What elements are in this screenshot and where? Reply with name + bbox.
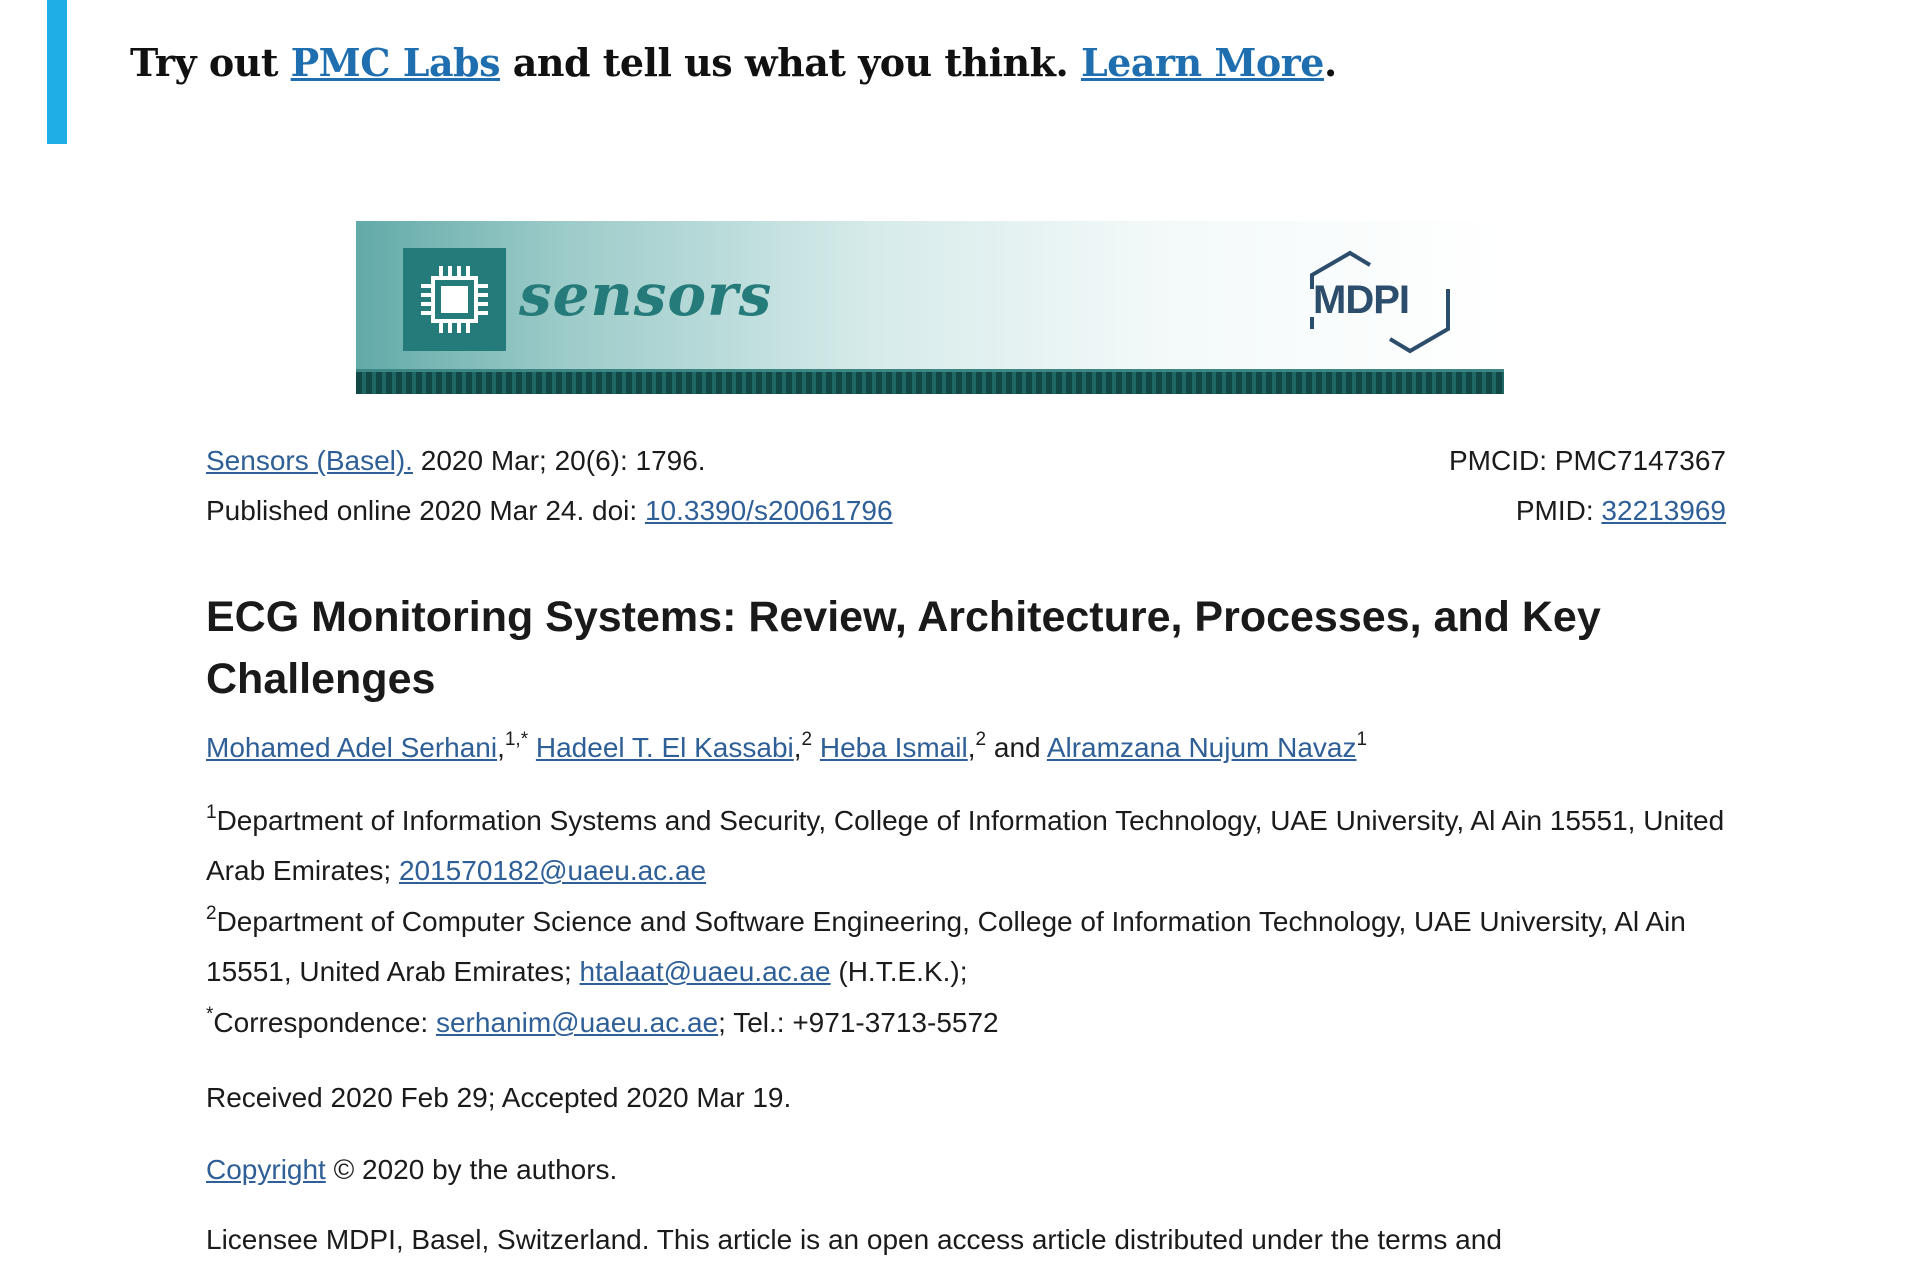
author-affiliation-mark: 2 xyxy=(801,729,813,750)
author-affiliation-mark: 2 xyxy=(975,729,987,750)
author-separator: , xyxy=(967,732,976,763)
author-affiliation-mark: 1,* xyxy=(504,729,529,750)
affiliation-list xyxy=(206,796,1726,1049)
citation-left xyxy=(206,436,893,536)
doi-link[interactable]: 10.3390/s20061796 xyxy=(644,495,893,526)
citation-issue: 2020 Mar; 20(6): 1796. xyxy=(412,445,706,476)
citation-line xyxy=(206,436,893,486)
microchip-icon xyxy=(403,248,506,351)
pmc-labs-banner xyxy=(47,0,1347,144)
learn-more-link[interactable]: Learn More xyxy=(1080,40,1324,85)
banner-middle: and tell us what you think. xyxy=(500,40,1081,85)
author-affiliation-mark: 1 xyxy=(1356,729,1368,750)
pmid-link[interactable]: 32213969 xyxy=(1601,495,1726,526)
author-spacer xyxy=(812,732,820,763)
journal-header-image xyxy=(356,221,1504,394)
article-title: ECG Monitoring Systems: Review, Architecture, Processes, and Key Challenges xyxy=(206,593,1601,703)
copyright-line xyxy=(206,1148,617,1192)
affiliation-text: Department of Information Systems and Security, College of Information Technology, UAE University, Al Ain 15551, United Arab Emirates; xyxy=(206,805,1725,886)
copyright-link[interactable]: Copyright xyxy=(206,1154,326,1185)
author-spacer xyxy=(528,732,536,763)
pmid-label: PMID: xyxy=(1515,495,1602,526)
pmcid-line xyxy=(1449,436,1726,486)
published-line xyxy=(206,486,893,536)
published-prefix: Published online 2020 Mar 24. doi: xyxy=(206,495,645,526)
journal-link[interactable]: Sensors (Basel). xyxy=(206,445,413,476)
pmc-labs-link[interactable]: PMC Labs xyxy=(290,40,501,85)
correspondence-line xyxy=(206,998,1726,1048)
correspondence-phone: ; Tel.: +971-3713-5572 xyxy=(718,1007,999,1038)
publisher-name: MDPI xyxy=(1313,278,1409,322)
license-text: Licensee MDPI, Basel, Switzerland. This article is an open access article distributed under the terms and xyxy=(206,1224,1502,1255)
affiliation-mark: 2 xyxy=(206,903,217,924)
affiliation-email-link[interactable]: 201570182@uaeu.ac.ae xyxy=(398,855,707,886)
journal-name: sensors xyxy=(519,261,773,329)
author-separator: , xyxy=(497,732,505,763)
banner-suffix: . xyxy=(1323,40,1337,85)
banner-message xyxy=(130,40,1337,85)
affiliation-text: Department of Computer Science and Software Engineering, College of Information Technology, UAE University, Al Ain 15551, United Arab Emirates; xyxy=(206,906,1686,987)
affiliation-initials: (H.T.E.K.); xyxy=(830,956,968,987)
author-link[interactable]: Mohamed Adel Serhani xyxy=(206,732,498,763)
pmcid-label: PMCID: xyxy=(1448,445,1555,476)
banner-prefix: Try out xyxy=(130,40,291,85)
banner-accent-bar xyxy=(47,0,67,144)
correspondence-email-link[interactable]: serhanim@uaeu.ac.ae xyxy=(435,1007,719,1038)
correspondence-label: Correspondence: xyxy=(213,1007,436,1038)
affiliation-1 xyxy=(206,796,1726,896)
copyright-text: © 2020 by the authors. xyxy=(325,1154,618,1185)
author-separator: , xyxy=(793,732,802,763)
received-accepted-dates: Received 2020 Feb 29; Accepted 2020 Mar 19. xyxy=(206,1082,792,1113)
author-spacer: and xyxy=(986,732,1047,763)
pmid-line xyxy=(1449,486,1726,536)
affiliation-mark: 1 xyxy=(206,802,217,823)
author-list xyxy=(206,728,1726,768)
correspondence-mark: * xyxy=(206,1004,214,1025)
affiliation-2 xyxy=(206,897,1726,997)
header-stripe xyxy=(356,372,1504,394)
citation-ids xyxy=(1449,436,1726,536)
author-link[interactable]: Hadeel T. El Kassabi xyxy=(535,732,794,763)
affiliation-email-link[interactable]: htalaat@uaeu.ac.ae xyxy=(579,956,831,987)
author-link[interactable]: Heba Ismail xyxy=(819,732,968,763)
author-link[interactable]: Alramzana Nujum Navaz xyxy=(1046,732,1357,763)
pmcid-value: PMC7147367 xyxy=(1554,445,1726,476)
